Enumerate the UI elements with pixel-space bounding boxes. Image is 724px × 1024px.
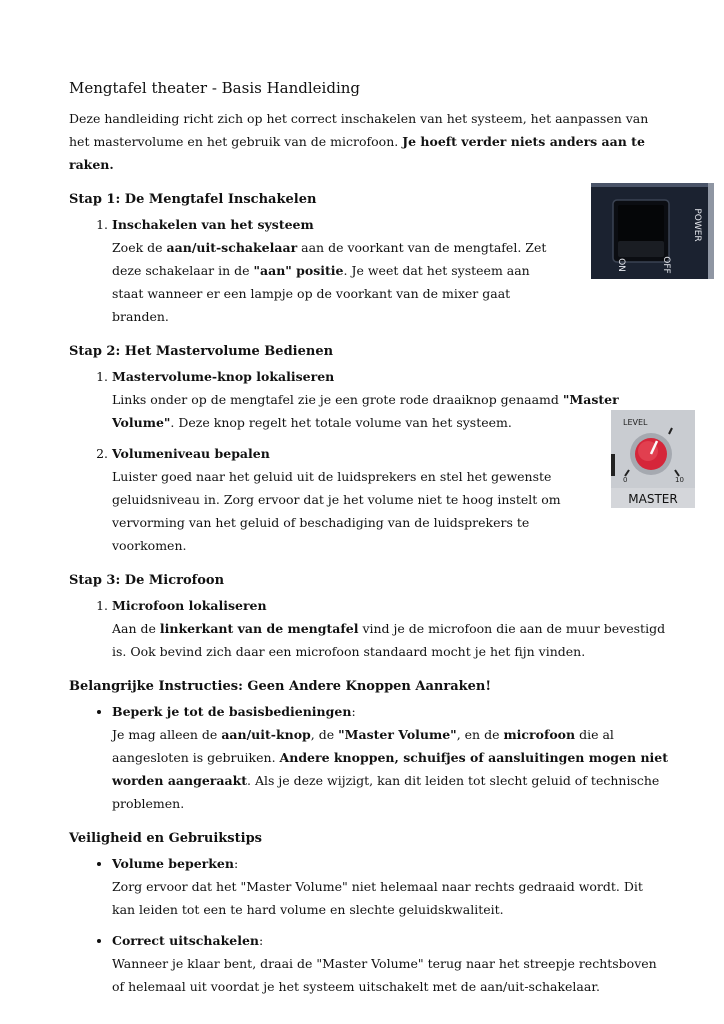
level-max-label: 10 bbox=[675, 476, 684, 484]
step1-heading: Stap 1: De Mengtafel Inschakelen bbox=[69, 192, 317, 207]
step1-item-1: 1. Inschakelen van het systeem Zoek de aan/uit-schakelaar aan de voorkant van de mengtafel. Zet deze schakelaar in de "aan" positie. Je weet dat het systeem aan staat wanneer er een lampje op de voorkant van de mixer gaat branden. bbox=[112, 213, 669, 328]
master-knob-image bbox=[611, 410, 695, 508]
instructions-heading: Belangrijke Instructies: Geen Andere Knoppen Aanraken! bbox=[69, 679, 492, 694]
safety-heading: Veiligheid en Gebruikstips bbox=[69, 831, 262, 846]
instructions-list bbox=[69, 700, 669, 815]
document-title: Mengtafel theater - Basis Handleiding bbox=[69, 79, 360, 97]
step2-item-2: 2. Volumeniveau bepalen Luister goed naar het geluid uit de luidsprekers en stel het gewenste geluidsniveau in. Zorg ervoor dat je het volume niet te hoog instelt om vervorming van het geluid of beschadiging van de luidsprekers te voorkomen. bbox=[112, 442, 669, 557]
safety-item-2: • Correct uitschakelen: Wanneer je klaar bent, draai de "Master Volume" terug naar het streepje rechtsboven of helemaal uit voordat je het systeem uitschakelt met de aan/uit-schakelaar. bbox=[112, 929, 669, 998]
step2-heading: Stap 2: Het Mastervolume Bedienen bbox=[69, 344, 334, 359]
safety-item-1: • Volume beperken: Zorg ervoor dat het "Master Volume" niet helemaal naar rechts gedraaid wordt. Dit kan leiden tot een te hard volume en slechte geluidskwaliteit. bbox=[112, 852, 669, 921]
intro-paragraph: Deze handleiding richt zich op het correct inschakelen van het systeem, het aanpassen van het mastervolume en het gebruik van de microfoon. Je hoeft verder niets anders aan te raken. bbox=[69, 111, 649, 172]
level-label: LEVEL bbox=[623, 418, 648, 427]
document bbox=[69, 79, 669, 998]
master-label: MASTER bbox=[628, 492, 678, 506]
off-label: OFF bbox=[661, 256, 671, 274]
step2-list bbox=[69, 365, 669, 557]
step3-heading: Stap 3: De Microfoon bbox=[69, 573, 225, 588]
step3-item-1: 1. Microfoon lokaliseren Aan de linkerkant van de mengtafel vind je de microfoon die aan de muur bevestigd is. Ook bevind zich daar een microfoon standaard mocht je het fijn vinden. bbox=[112, 594, 669, 663]
step2-item-1: 1. Mastervolume-knop lokaliseren Links onder op de mengtafel zie je een grote rode draaiknop genaamd "Master Volume". Deze knop regelt het totale volume van het systeem. bbox=[112, 365, 669, 434]
level-min-label: 0 bbox=[623, 476, 628, 484]
on-label: ON bbox=[616, 258, 626, 272]
power-label: POWER bbox=[692, 208, 702, 242]
step3-list bbox=[69, 594, 669, 663]
intro-emphasis: Je hoeft verder niets anders aan te raken. bbox=[69, 134, 645, 172]
instructions-item-1: • Beperk je tot de basisbedieningen: Je mag alleen de aan/uit-knop, de "Master Volume", en de microfoon die al aangesloten is gebruiken. Andere knoppen, schuifjes of aansluitingen mogen niet worden aangeraakt. Als je deze wijzigt, kan dit leiden tot slecht geluid of technische problemen. bbox=[112, 700, 669, 815]
step1-list bbox=[69, 213, 669, 328]
safety-list bbox=[69, 852, 669, 998]
power-switch-image bbox=[591, 183, 714, 279]
